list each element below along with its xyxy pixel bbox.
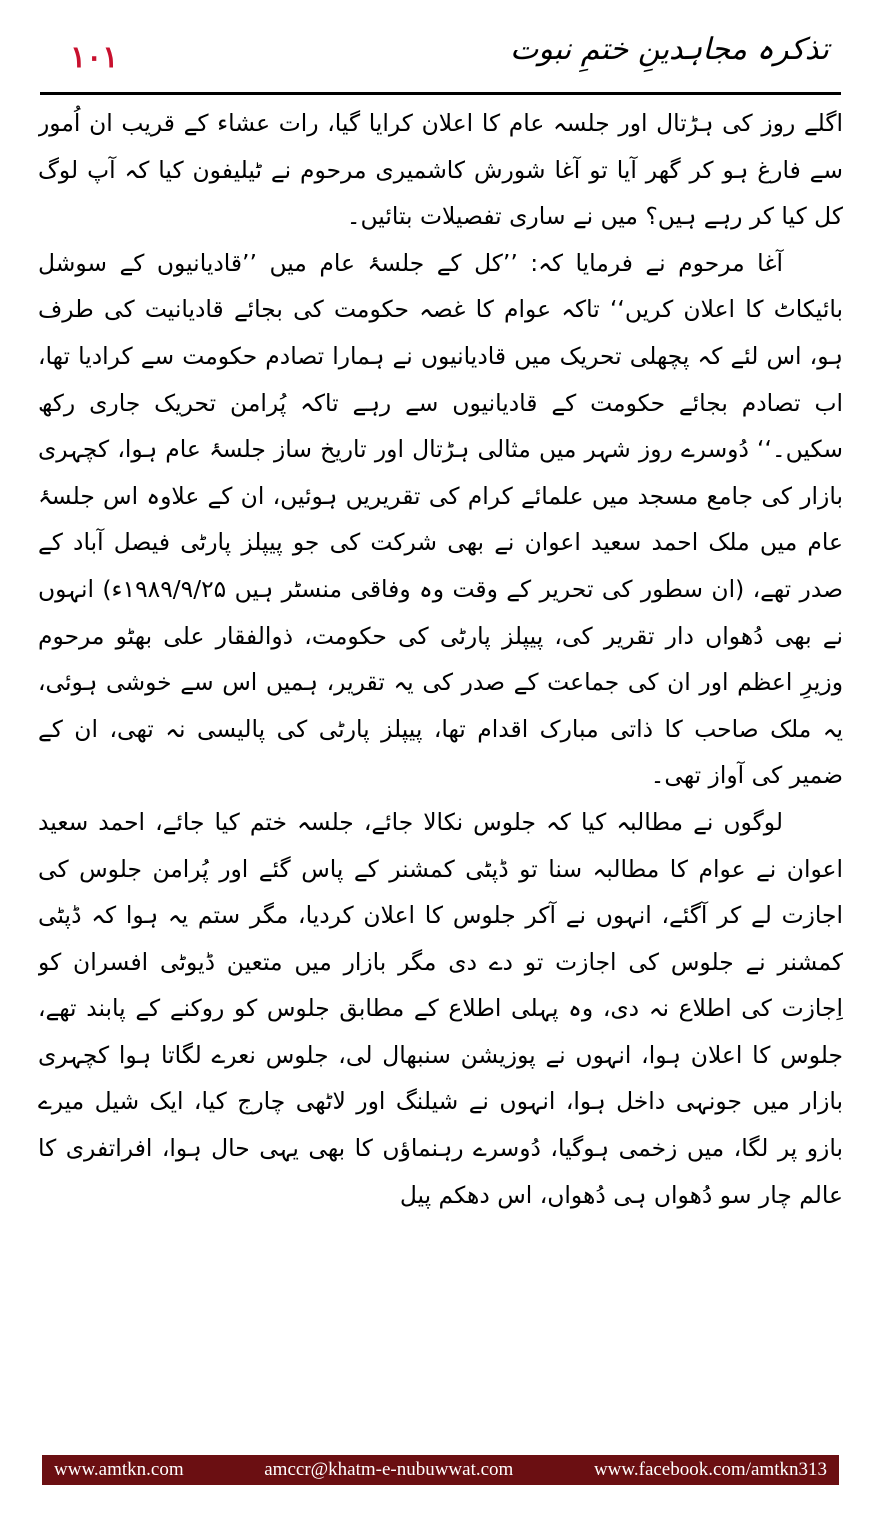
footer-website-link[interactable]: www.amtkn.com [54,1459,184,1480]
book-title: تذکرہ مجاہدینِ ختمِ نبوت [510,32,829,67]
footer-bar [42,1455,839,1485]
paragraph: آغا مرحوم نے فرمایا کہ: ’’کل کے جلسۂ عام میں ’’قادیانیوں کے سوشل بائیکاٹ کا اعلان کریں‘‘ تاکہ عوام کا غصہ حکومت کی بجائے قادیانیت کی طرف ہو، اس لئے کہ پچھلی تحریک میں قادیانیوں نے ہمارا تصادم حکومت سے کرادیا تھا، اب تصادم بجائے حکومت کے قادیانیوں سے رہے تاکہ پُرامن تحریک جاری رکھ سکیں۔‘‘ دُوسرے روز شہر میں مثالی ہڑتال اور تاریخ ساز جلسۂ عام ہوا، کچہری بازار کی جامع مسجد میں علمائے کرام کی تقریریں ہوئیں، ان کے علاوہ اس جلسۂ عام میں ملک احمد سعید اعوان نے بھی شرکت کی جو پیپلز پارٹی فیصل آباد کے صدر تھے، (ان سطور کی تحریر کے وقت وہ وفاقی منسٹر ہیں ۱۹۸۹/۹/۲۵ء) انہوں نے بھی دُھواں دار تقریر کی، پیپلز پارٹی کی حکومت، ذوالفقار علی بھٹو مرحوم وزیرِ اعظم اور ان کی جماعت کے صدر کی یہ تقریر، ہمیں اس سے خوشی ہوئی، یہ ملک صاحب کا ذاتی مبارک اقدام تھا، پیپلز پارٹی کی پالیسی نہ تھی، ان کے ضمیر کی آواز تھی۔ [38,248,843,790]
footer-facebook-link[interactable]: www.facebook.com/amtkn313 [593,1459,827,1480]
page-number: ١٠١ [70,40,119,75]
paragraph: اگلے روز کی ہڑتال اور جلسہ عام کا اعلان کرایا گیا، رات عشاء کے قریب ان اُمور سے فارغ ہو کر گھر آیا تو آغا شورش کاشمیری مرحوم نے ٹیلیفون کیا کہ آپ لوگ کل کیا کر رہے ہیں؟ میں نے ساری تفصیلات بتائیں۔ [38,109,843,231]
page-header [40,28,841,88]
page-body [38,100,843,1422]
paragraph: لوگوں نے مطالبہ کیا کہ جلوس نکالا جائے، جلسہ ختم کیا جائے، احمد سعید اعوان نے عوام کا مطالبہ سنا تو ڈپٹی کمشنر کے پاس گئے اور پُرامن جلوس کی اجازت لے کر آگئے، انہوں نے آکر جلوس کا اعلان کردیا، مگر ستم یہ ہوا کہ ڈپٹی کمشنر نے جلوس کی اجازت تو دے دی مگر بازار میں متعین ڈیوٹی افسران کو اِجازت کی اطلاع نہ دی، وہ پہلی اطلاع کے مطابق جلوس کو روکنے کے پابند تھے، جلوس کا اعلان ہوا، انہوں نے پوزیشن سنبھال لی، جلوس نعرے لگاتا ہوا کچہری بازار میں جونہی داخل ہوا، انہوں نے شیلنگ اور لاٹھی چارج کیا، ایک شیل میرے بازو پر لگا، میں زخمی ہوگیا، دُوسرے رہنماؤں کا بھی یہی حال ہوا، افراتفری کا عالم چار سو دُھواں ہی دُھواں، اس دھکم پیل [38,807,843,1209]
header-divider [40,92,841,95]
footer-email-link[interactable]: amccr@khatm-e-nubuwwat.com [264,1459,514,1480]
